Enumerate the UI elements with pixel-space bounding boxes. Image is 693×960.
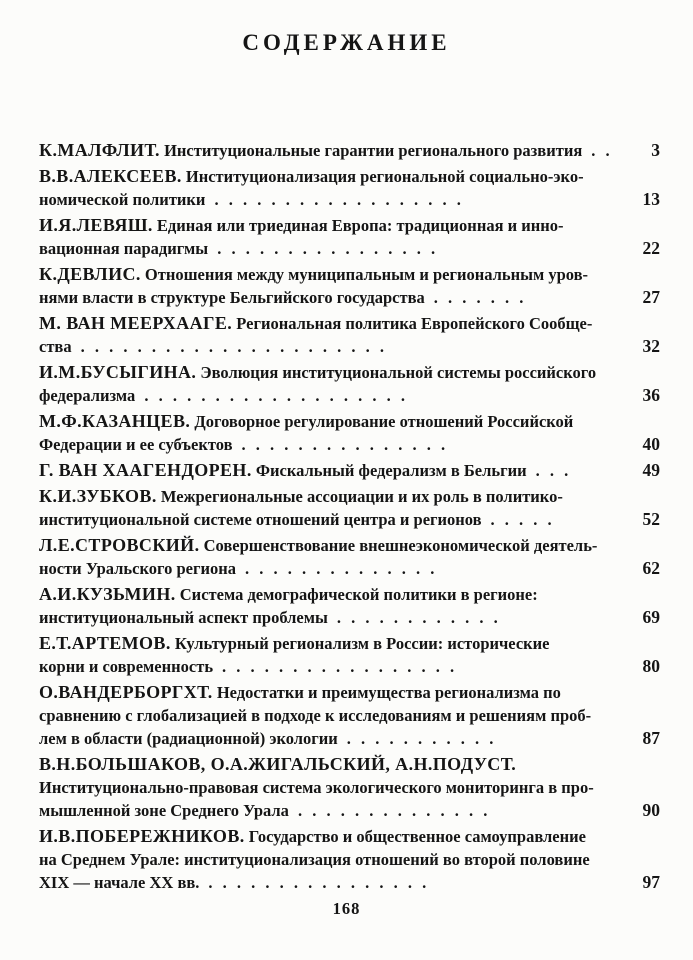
- toc-entry-page-number: 90: [642, 800, 660, 820]
- toc-entry-title-text: вационная парадигмы: [39, 239, 209, 258]
- toc-entry: [39, 361, 660, 407]
- toc-entry-page-number: 87: [642, 728, 660, 748]
- toc-entry-title-text: Фискальный федерализм в Бельгии: [251, 461, 527, 480]
- dot-leader: . . . . .: [490, 510, 553, 529]
- dot-leader: . . . . . . . . . . . . . . . . . . . . . .: [80, 337, 385, 356]
- toc-entry-line: [39, 704, 592, 727]
- dot-leader: . . . . . . . . . . . . . . . .: [208, 873, 428, 892]
- toc-entry-line: [39, 384, 582, 407]
- toc-entry-line: [39, 188, 582, 211]
- toc-entry-title-text: Институциональные гарантии регионального развития: [159, 141, 583, 160]
- dot-leader: . . . . . . . . . . .: [346, 729, 495, 748]
- toc-entry-line: [39, 534, 598, 557]
- dot-leader: . . . . . . . . . . . . . . . .: [217, 239, 437, 258]
- toc-entry-line: [39, 312, 593, 335]
- toc-entry-line: [39, 655, 582, 678]
- toc-entry-title-text: нями власти в структуре Бельгийского государства: [39, 288, 425, 307]
- dot-leader: . . . . . . . . . . . . . .: [297, 801, 489, 820]
- toc-entry-title-text: Совершенствование внешнеэкономической деятель-: [199, 536, 598, 555]
- toc-entry: [39, 165, 660, 211]
- toc-entries: [39, 139, 660, 897]
- toc-entry-title-text: номической политики: [39, 190, 206, 209]
- toc-entry-title-text: сравнению с глобализацией в подходе к исследованиям и решениям проб-: [39, 706, 592, 725]
- toc-entry-line: [39, 825, 586, 848]
- toc-entry-page-number: 97: [642, 872, 660, 892]
- dot-leader: . . . . . . . . . . . . . . . . . . .: [144, 386, 406, 405]
- toc-entry-line: [39, 485, 582, 508]
- toc-entry: [39, 459, 660, 482]
- toc-entry-page-number: 49: [642, 460, 660, 480]
- toc-entry-page-number: 69: [642, 607, 660, 627]
- toc-entry: [39, 139, 660, 162]
- toc-entry-title-text: XIX — начале XX вв.: [39, 873, 200, 892]
- dot-leader: . .: [591, 141, 611, 160]
- toc-entry-line: [39, 508, 582, 531]
- toc-entry-title-text: Недостатки и преимущества регионализма по: [212, 683, 561, 702]
- toc-entry-title-text: на Среднем Урале: институционализация отношений во второй половине: [39, 850, 590, 869]
- toc-entry-author: Л.Е.СТРОВСКИЙ.: [39, 535, 200, 555]
- toc-entry-title-text: институциональной системе отношений центра и регионов: [39, 510, 482, 529]
- toc-entry-page-number: 80: [642, 656, 660, 676]
- toc-entry-title-text: корни и современность: [39, 657, 214, 676]
- toc-entry-page-number: 40: [642, 434, 660, 454]
- toc-entry-author: К.ДЕВЛИС.: [39, 264, 141, 284]
- toc-entry-line: [39, 799, 582, 822]
- toc-entry: [39, 681, 660, 750]
- toc-entry-title-text: Федерации и ее субъектов: [39, 435, 233, 454]
- toc-entry-author: И.М.БУСЫГИНА.: [39, 362, 197, 382]
- toc-entry-title-text: мышленной зоне Среднего Урала: [39, 801, 289, 820]
- toc-entry-line: [39, 263, 589, 286]
- toc-entry: [39, 632, 660, 678]
- toc-entry-line: [39, 237, 582, 260]
- toc-entry-line: [39, 848, 590, 871]
- dot-leader: . . . . . . . . . . . . . .: [244, 559, 436, 578]
- toc-entry-title-text: Договорное регулирование отношений Российской: [190, 412, 574, 431]
- toc-entry-title-text: ства: [39, 337, 72, 356]
- toc-entry-line: [39, 139, 611, 162]
- dot-leader: . . . . . . . . . . . .: [336, 608, 499, 627]
- toc-entry-author: О.ВАНДЕРБОРГХТ.: [39, 682, 213, 702]
- toc-entry-title-text: лем в области (радиационной) экологии: [39, 729, 338, 748]
- toc-entry-title-text: федерализма: [39, 386, 136, 405]
- toc-entry-author: В.Н.БОЛЬШАКОВ, О.А.ЖИГАЛЬСКИЙ, А.Н.ПОДУСТ.: [39, 754, 517, 774]
- toc-entry-title-text: Культурный регионализм в России: исторические: [170, 634, 550, 653]
- toc-entry-author: Е.Т.АРТЕМОВ.: [39, 633, 171, 653]
- toc-entry-author: М. ВАН МЕЕРХААГЕ.: [39, 313, 233, 333]
- toc-entry-line: [39, 214, 582, 237]
- toc-entry-line: [39, 433, 582, 456]
- toc-entry-page-number: 13: [642, 189, 660, 209]
- toc-entry-line: [39, 727, 582, 750]
- toc-entry-line: [39, 871, 582, 894]
- toc-entry-title-text: Единая или триединая Европа: традиционная и инно-: [152, 216, 564, 235]
- toc-entry-page-number: 52: [642, 509, 660, 529]
- toc-entry: [39, 753, 660, 822]
- toc-entry-author: А.И.КУЗЬМИН.: [39, 584, 176, 604]
- toc-entry: [39, 534, 660, 580]
- toc-entry: [39, 263, 660, 309]
- toc-entry-title-text: Государство и общественное самоуправление: [244, 827, 586, 846]
- toc-entry-title-text: Межрегиональные ассоциации и их роль в политико-: [156, 487, 563, 506]
- toc-entry-line: [39, 459, 582, 482]
- footer-page-number: 168: [332, 899, 361, 918]
- toc-entry-line: [39, 776, 594, 799]
- toc-entry-author: И.Я.ЛЕВЯШ.: [39, 215, 153, 235]
- toc-entry-line: [39, 606, 582, 629]
- page-title: СОДЕРЖАНИЕ: [242, 30, 451, 55]
- toc-entry-author: К.И.ЗУБКОВ.: [39, 486, 157, 506]
- toc-entry: [39, 214, 660, 260]
- toc-entry-line: [39, 753, 582, 776]
- toc-entry-author: К.МАЛФЛИТ.: [39, 140, 160, 160]
- toc-entry-line: [39, 632, 582, 655]
- toc-entry: [39, 410, 660, 456]
- toc-entry-title-text: Система демографической политики в регионе:: [175, 585, 538, 604]
- toc-entry-title-text: ности Уральского региона: [39, 559, 236, 578]
- toc-entry-title-text: Отношения между муниципальным и региональным уров-: [140, 265, 589, 284]
- toc-entry-line: [39, 583, 582, 606]
- toc-entry-line: [39, 361, 597, 384]
- toc-entry-line: [39, 681, 582, 704]
- toc-entry-page-number: 27: [642, 287, 660, 307]
- toc-entry-title-text: Институционализация региональной социально-эко-: [181, 167, 584, 186]
- toc-entry-page-number: 62: [642, 558, 660, 578]
- toc-entry-line: [39, 335, 582, 358]
- toc-entry-author: Г. ВАН ХААГЕНДОРЕН.: [39, 460, 252, 480]
- toc-entry-page-number: 32: [642, 336, 660, 356]
- toc-entry-author: М.Ф.КАЗАНЦЕВ.: [39, 411, 191, 431]
- toc-entry-line: [39, 165, 582, 188]
- toc-entry-title-text: Региональная политика Европейского Сообще-: [232, 314, 593, 333]
- toc-entry-author: И.В.ПОБЕРЕЖНИКОВ.: [39, 826, 245, 846]
- toc-entry-line: [39, 410, 582, 433]
- toc-entry-line: [39, 557, 582, 580]
- dot-leader: . . .: [535, 461, 570, 480]
- dot-leader: . . . . . . .: [433, 288, 525, 307]
- toc-entry-page-number: 3: [651, 140, 660, 160]
- toc-entry: [39, 583, 660, 629]
- toc-entry: [39, 312, 660, 358]
- toc-entry-page-number: 22: [642, 238, 660, 258]
- toc-entry-title-text: Институционально-правовая система экологического мониторинга в про-: [39, 778, 594, 797]
- dot-leader: . . . . . . . . . . . . . . . . . .: [214, 190, 462, 209]
- toc-entry-title-text: институциональный аспект проблемы: [39, 608, 328, 627]
- toc-entry-author: В.В.АЛЕКСЕЕВ.: [39, 166, 182, 186]
- toc-entry-title-text: Эволюция институциональной системы российского: [196, 363, 597, 382]
- toc-entry: [39, 485, 660, 531]
- toc-entry-page-number: 36: [642, 385, 660, 405]
- toc-entry: [39, 825, 660, 894]
- dot-leader: . . . . . . . . . . . . . . .: [241, 435, 447, 454]
- dot-leader: . . . . . . . . . . . . . . . . .: [222, 657, 456, 676]
- toc-entry-line: [39, 286, 582, 309]
